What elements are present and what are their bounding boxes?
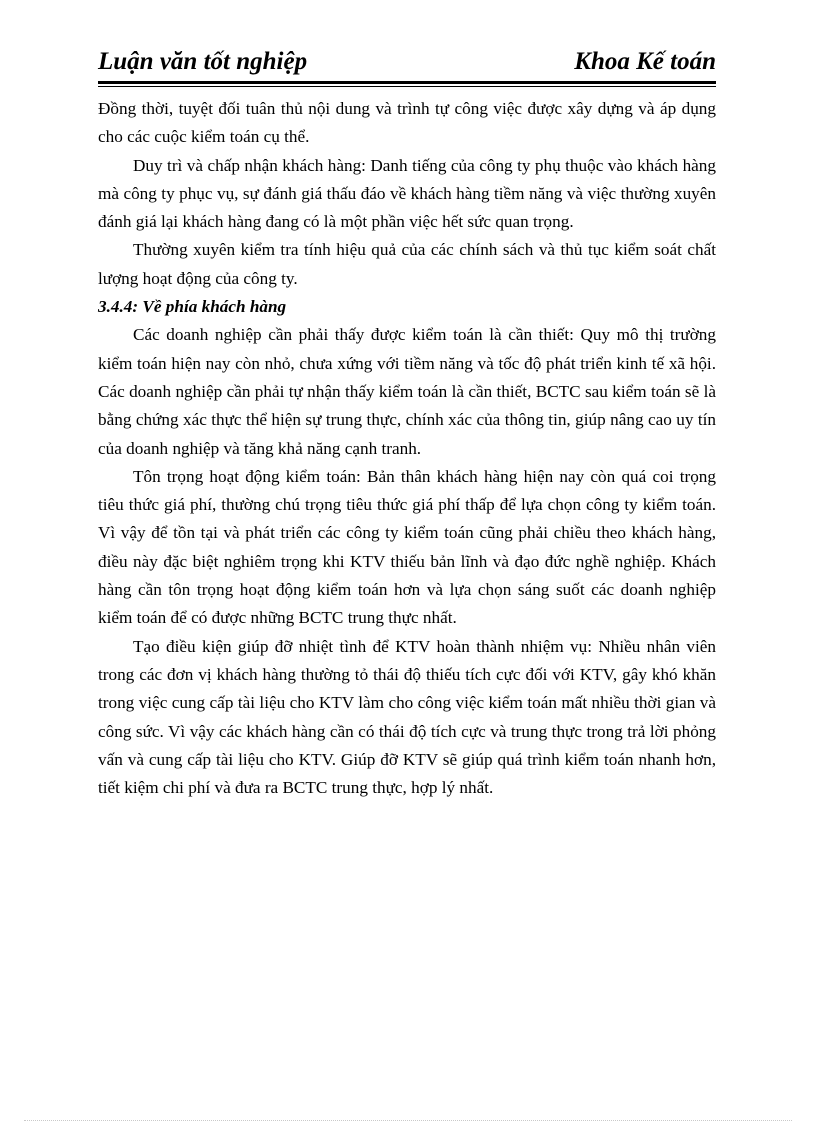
paragraph-quality-control: Thường xuyên kiểm tra tính hiệu quả của các chính sách và thủ tục kiểm soát chất lượng hoạt động của công ty. [98, 240, 716, 288]
section-heading: 3.4.4: Về phía khách hàng [98, 297, 287, 317]
page-bottom-border [24, 1120, 792, 1121]
paragraph-support-auditors: Tạo điều kiện giúp đỡ nhiệt tình để KTV hoàn thành nhiệm vụ: Nhiều nhân viên trong các đơn vị khách hàng thường tỏ thái độ thiếu tích cực đối với KTV, gây khó khăn trong việc cung cấp tài liệu cho KTV làm cho công việc kiểm toán mất nhiều thời gian và công sức. Vì vậy các khách hàng cần có thái độ tích cực và trung thực trong trả lời phỏng vấn và cung cấp tài liệu cho KTV. Giúp đỡ KTV sẽ giúp quá trình kiểm toán nhanh hơn, tiết kiệm chi phí và đưa ra BCTC trung thực, hợp lý nhất. [98, 636, 716, 798]
header-faculty: Khoa Kế toán [574, 48, 716, 75]
header-rule-thick [98, 81, 716, 84]
paragraph-customer-acceptance: Duy trì và chấp nhận khách hàng: Danh tiếng của công ty phụ thuộc vào khách hàng mà công ty phục vụ, sự đánh giá thấu đáo về khách hàng tiềm năng và việc thường xuyên đánh giá lại khách hàng đang có là một phần việc hết sức quan trọng. [98, 155, 716, 232]
header-rule-thin [98, 86, 716, 87]
header-thesis-title: Luận văn tốt nghiệp [98, 48, 308, 75]
paragraph-audit-necessity: Các doanh nghiệp cần phải thấy được kiểm toán là cần thiết: Quy mô thị trường kiểm toán hiện nay còn nhỏ, chưa xứng với tiềm năng và tốc độ phát triển kinh tế xã hội. Các doanh nghiệp cần phải tự nhận thấy kiểm toán là cần thiết, BCTC sau kiểm toán sẽ là bằng chứng xác thực thể hiện sự trung thực, chính xác của thông tin, giúp nâng cao uy tín của doanh nghiệp và tăng khả năng cạnh tranh. [98, 325, 716, 458]
page-header [98, 48, 716, 78]
paragraph-continuation: Đồng thời, tuyệt đối tuân thủ nội dung và trình tự công việc được xây dựng và áp dụng cho các cuộc kiểm toán cụ thể. [98, 99, 716, 147]
paragraph-respect-audit: Tôn trọng hoạt động kiểm toán: Bản thân khách hàng hiện nay còn quá coi trọng tiêu thức giá phí, thường chú trọng tiêu thức giá phí thấp để lựa chọn công ty kiểm toán. Vì vậy để tồn tại và phát triển các công ty kiểm toán cũng phải chiều theo khách hàng, điều này đặc biệt nghiêm trọng khi KTV thiếu bản lĩnh và đạo đức nghề nghiệp. Khách hàng cần tôn trọng hoạt động kiểm toán hơn và lựa chọn sáng suốt các doanh nghiệp kiểm toán để có được những BCTC trung thực nhất. [98, 466, 716, 628]
document-body [98, 95, 716, 802]
